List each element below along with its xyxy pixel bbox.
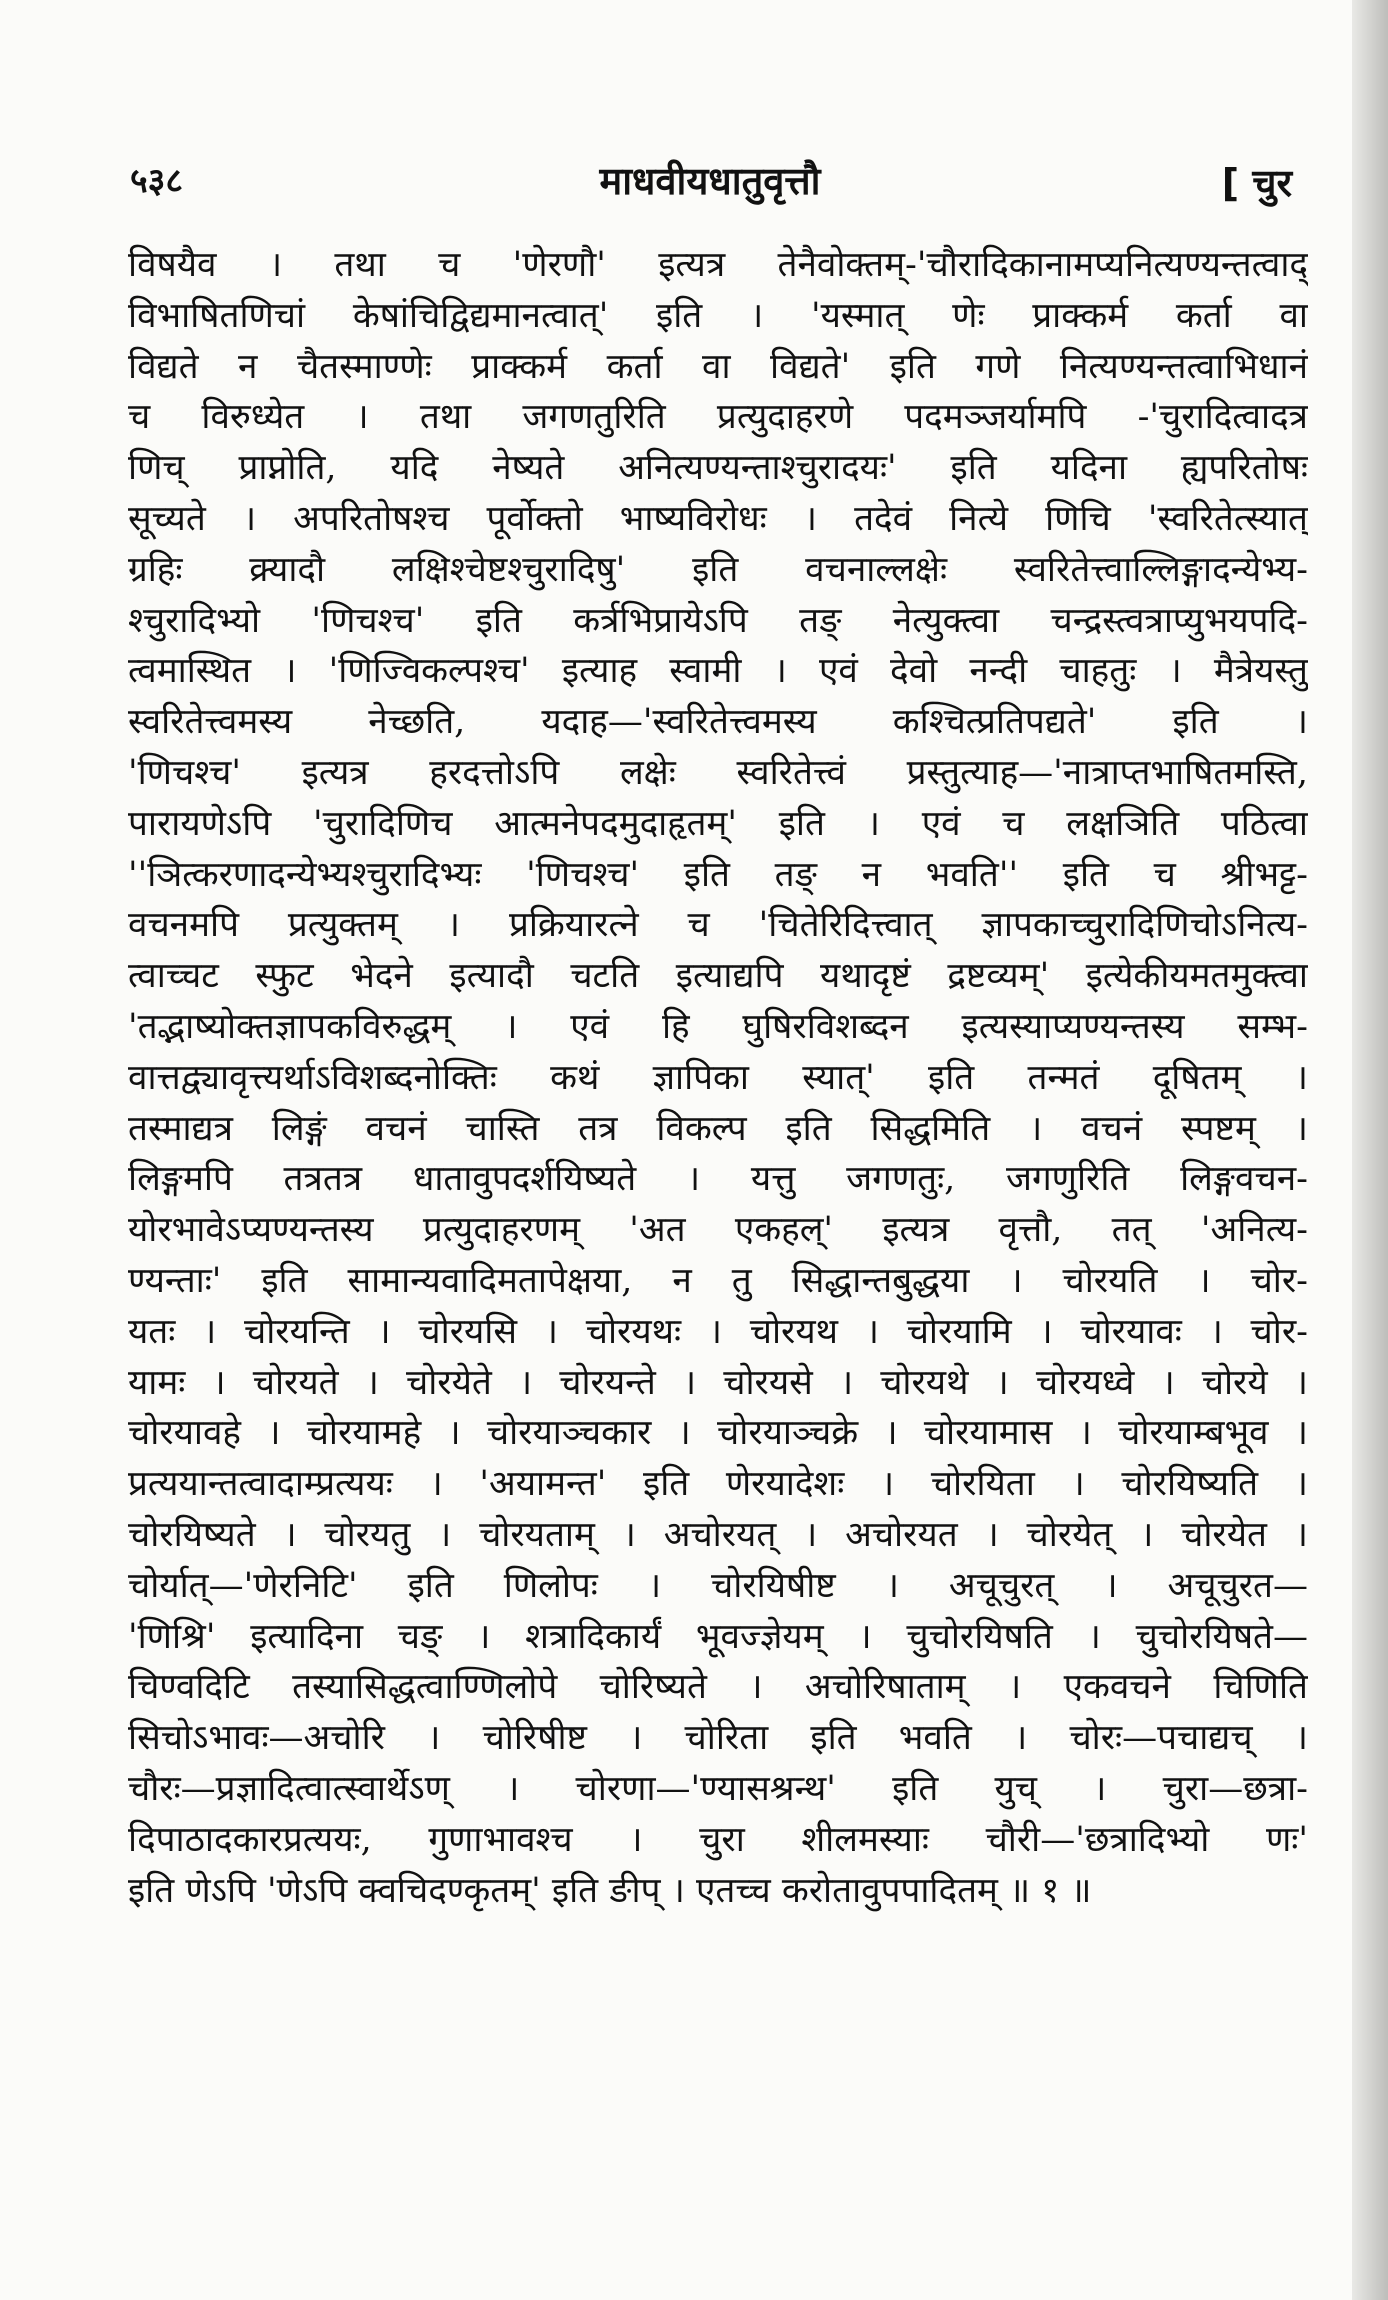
text-line: ग्रहिः क्र्यादौ लक्षिश्चेष्टश्चुरादिषु' इति वचनाल्लक्षेः स्वरितेत्त्वाल्लिङ्गादन्येभ्य- xyxy=(128,549,1308,590)
text-line: विभाषितणिचां केषांचिद्विद्यमानत्वात्' इति । 'यस्मात् णेः प्राक्कर्म कर्ता वा xyxy=(128,295,1308,336)
text-line: यामः । चोरयते । चोरयेते । चोरयन्ते । चोरयसे । चोरयथे । चोरयध्वे । चोरये । xyxy=(128,1362,1308,1403)
text-line: 'णिचश्च' इत्यत्र हरदत्तोऽपि लक्षेः स्वरितेत्त्वं प्रस्तुत्याह—'नात्राप्तभाषितमस्ति, xyxy=(128,752,1308,793)
text-line: विषयैव । तथा च 'णेरणौ' इत्यत्र तेनैवोक्तम्-'चौरादिकानामप्यनित्यण्यन्तत्वाद् xyxy=(128,245,1308,285)
text-line: चिण्वदिटि तस्यासिद्धत्वाण्णिलोपे चोरिष्यते । अचोरिषाताम् । एकवचने चिणिति xyxy=(128,1667,1308,1708)
text-line: 'तद्भाष्योक्तज्ञापकविरुद्धम् । एवं हि घुषिरविशब्दन इत्यस्याप्यण्यन्तस्य सम्भ- xyxy=(128,1006,1308,1047)
text-line: प्रत्ययान्तत्वादाम्प्रत्ययः । 'अयामन्त' इति णेरयादेशः । चोरयिता । चोरयिष्यति । xyxy=(128,1464,1308,1505)
text-line: च विरुध्येत । तथा जगणतुरिति प्रत्युदाहरणे पदमञ्जर्यामपि -'चुरादित्वादत्र xyxy=(128,397,1308,438)
text-line: णिच् प्राप्नोति, यदि नेष्यते अनित्यण्यन्ताश्चुरादयः' इति यदिना ह्यपरितोषः xyxy=(128,448,1308,489)
text-line: 'णिश्रि' इत्यादिना चङ् । शत्रादिकार्यं भूवज्ज्ञेयम् । चुचोरयिषति । चुचोरयिषते— xyxy=(128,1616,1308,1657)
text-line: विद्यते न चैतस्माण्णेः प्राक्कर्म कर्ता वा विद्यते' इति गणे नित्यण्यन्तत्वाभिधानं xyxy=(128,346,1308,387)
page-edge-shadow xyxy=(1352,0,1388,2300)
text-line: स्वरितेत्त्वमस्य नेच्छति, यदाह—'स्वरितेत्त्वमस्य कश्चित्प्रतिपद्यते' इति । xyxy=(128,702,1308,743)
text-line: इति णेऽपि 'णेऽपि क्वचिदण्कृतम्' इति ङीप् । एतच्च करोतावुपपादितम् ॥ १ ॥ xyxy=(128,1870,1092,1911)
body-text xyxy=(128,240,1308,1916)
text-line: त्वमास्थित । 'णिज्विकल्पश्च' इत्याह स्वामी । एवं देवो नन्दी चाहतुः । मैत्रेयस्तु xyxy=(128,651,1308,692)
page-header xyxy=(120,150,1300,210)
text-line: वात्तद्व्यावृत्त्यर्थाऽविशब्दनोक्तिः कथं ज्ञापिका स्यात्' इति तन्मतं दूषितम् । xyxy=(128,1057,1308,1098)
text-line: वचनमपि प्रत्युक्तम् । प्रक्रियारत्ने च 'चितेरिदित्त्वात् ज्ञापकाच्चुरादिणिचोऽनित्य- xyxy=(128,905,1308,946)
section-tag: [ चुर xyxy=(1221,161,1292,205)
page-number: ५३८ xyxy=(130,161,184,201)
text-line: तस्माद्यत्र लिङ्गं वचनं चास्ति तत्र विकल्प इति सिद्धमिति । वचनं स्पष्टम् । xyxy=(128,1108,1308,1149)
text-line: सूच्यते । अपरितोषश्च पूर्वोक्तो भाष्यविरोधः । तदेवं नित्ये णिचि 'स्वरितेत्स्यात् xyxy=(128,498,1308,539)
text-line: योरभावेऽप्यण्यन्तस्य प्रत्युदाहरणम् 'अत एकहल्' इत्यत्र वृत्तौ, तत् 'अनित्य- xyxy=(128,1210,1308,1251)
text-line: यतः । चोरयन्ति । चोरयसि । चोरयथः । चोरयथ । चोरयामि । चोरयावः । चोर- xyxy=(128,1311,1308,1352)
text-line: ण्यन्ताः' इति सामान्यवादिमतापेक्षया, न तु सिद्धान्तबुद्धया । चोरयति । चोर- xyxy=(128,1260,1308,1301)
text-line: पारायणेऽपि 'चुरादिणिच आत्मनेपदमुदाहृतम्' इति । एवं च लक्षञिति पठित्वा xyxy=(128,803,1308,844)
text-line: चौरः—प्रज्ञादित्वात्स्वार्थेऽण् । चोरणा—'ण्यासश्रन्थ' इति युच् । चुरा—छत्रा- xyxy=(128,1768,1308,1809)
text-line: सिचोऽभावः—अचोरि । चोरिषीष्ट । चोरिता इति भवति । चोरः—पचाद्यच् । xyxy=(128,1718,1308,1759)
text-line: दिपाठादकारप्रत्ययः, गुणाभावश्च । चुरा शीलमस्याः चौरी—'छत्रादिभ्यो णः' xyxy=(128,1819,1308,1860)
running-title: माधवीयधातुवृत्तौ xyxy=(599,159,821,203)
text-line: लिङ्गमपि तत्रतत्र धातावुपदर्शयिष्यते । यत्तु जगणतुः, जगणुरिति लिङ्गवचन- xyxy=(128,1159,1308,1200)
text-line: ''ञित्करणादन्येभ्यश्चुरादिभ्यः 'णिचश्च' इति तङ् न भवति'' इति च श्रीभट्ट- xyxy=(128,854,1308,895)
text-line: चोर्यात्—'णेरनिटि' इति णिलोपः । चोरयिषीष्ट । अचूचुरत् । अचूचुरत— xyxy=(128,1565,1308,1606)
text-line: चोरयावहे । चोरयामहे । चोरयाञ्चकार । चोरयाञ्चक्रे । चोरयामास । चोरयाम्बभूव । xyxy=(128,1413,1308,1454)
text-line: श्चुरादिभ्यो 'णिचश्च' इति कर्त्रभिप्रायेऽपि तङ् नेत्युक्त्वा चन्द्रस्त्वत्राप्युभयपदि- xyxy=(128,600,1308,641)
text-line: चोरयिष्यते । चोरयतु । चोरयताम् । अचोरयत् । अचोरयत । चोरयेत् । चोरयेत । xyxy=(128,1514,1308,1555)
text-line: त्वाच्चट स्फुट भेदने इत्यादौ चटति इत्याद्यपि यथादृष्टं द्रष्टव्यम्' इत्येकीयमतमुक्त्वा xyxy=(128,956,1308,997)
